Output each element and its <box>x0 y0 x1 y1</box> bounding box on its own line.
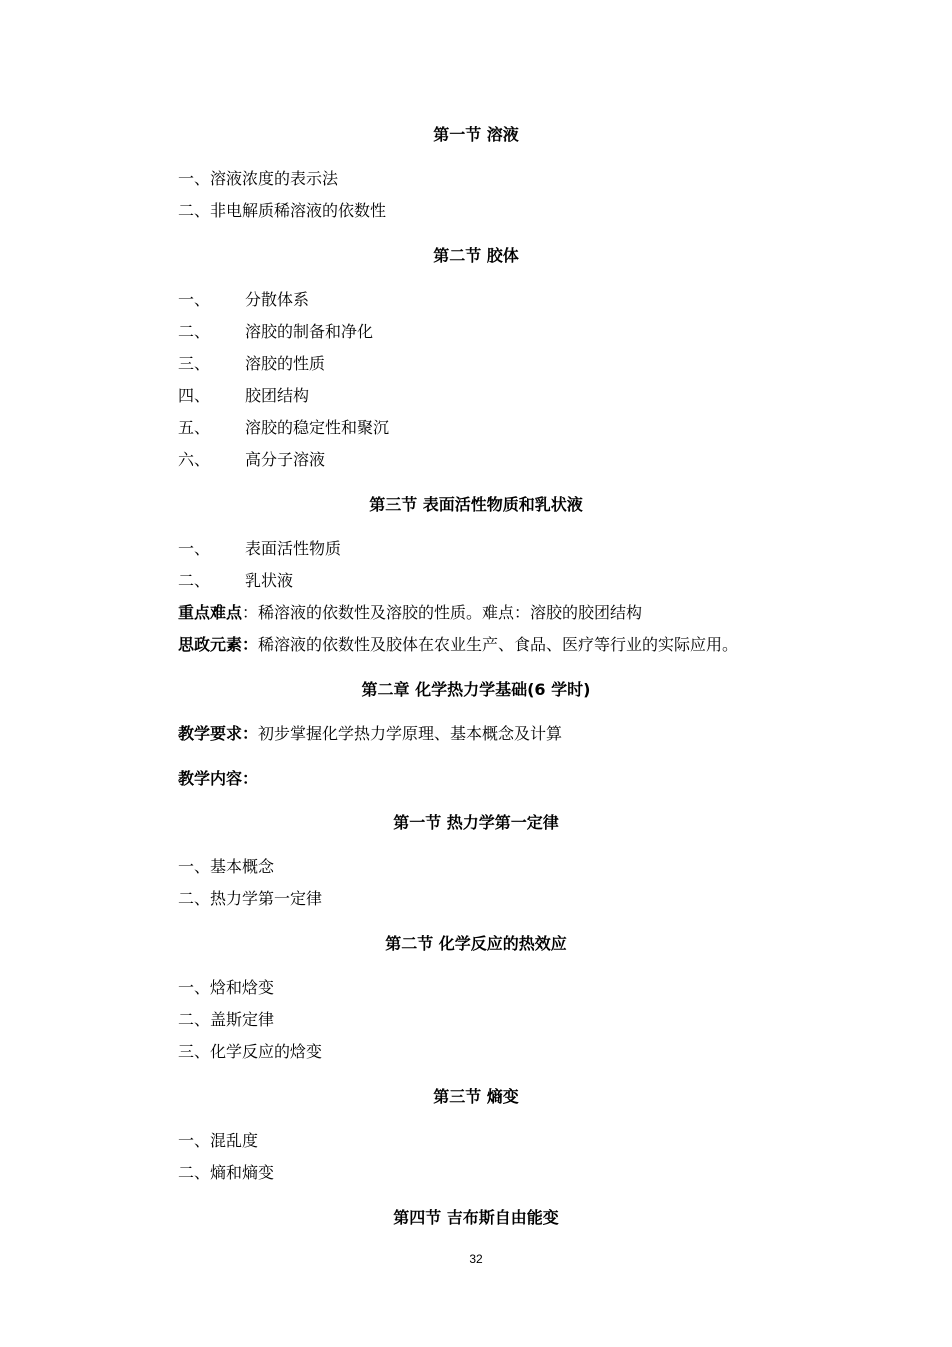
teaching-content-paragraph <box>178 769 258 789</box>
list-item: 一、混乱度 <box>178 1131 259 1150</box>
list-number: 五、 <box>178 418 211 437</box>
list-item <box>178 354 325 374</box>
key-points-text: ：稀溶液的依数性及溶胶的性质。难点：溶胶的胶团结构 <box>242 603 643 622</box>
section-heading: 第三节 熵变 <box>433 1087 519 1106</box>
list-item: 一、基本概念 <box>178 857 275 876</box>
list-item: 二、热力学第一定律 <box>178 889 323 908</box>
list-item: 二、非电解质稀溶液的依数性 <box>178 201 387 220</box>
list-item <box>178 386 309 406</box>
list-item <box>178 290 309 310</box>
list-number: 四、 <box>178 386 211 405</box>
list-item: 三、化学反应的焓变 <box>178 1042 323 1061</box>
list-item: 一、焓和焓变 <box>178 978 275 997</box>
list-number: 一、 <box>178 290 211 309</box>
teaching-content-label: 教学内容： <box>178 769 259 788</box>
list-text: 溶胶的稳定性和聚沉 <box>245 418 390 437</box>
list-item: 一、溶液浓度的表示法 <box>178 169 339 188</box>
list-number: 六、 <box>178 450 211 469</box>
section-heading: 第一节 热力学第一定律 <box>393 813 559 832</box>
list-item <box>178 322 373 342</box>
list-number: 二、 <box>178 322 211 341</box>
list-text: 分散体系 <box>245 290 310 309</box>
list-number: 三、 <box>178 354 211 373</box>
page-number: 32 <box>469 1252 483 1266</box>
ideology-label: 思政元素： <box>178 635 259 654</box>
list-item <box>178 450 325 470</box>
list-text: 溶胶的制备和净化 <box>245 322 374 341</box>
key-points-paragraph <box>178 603 642 623</box>
list-number: 一、 <box>178 539 211 558</box>
list-text: 高分子溶液 <box>245 450 326 469</box>
list-text: 乳状液 <box>245 571 294 590</box>
list-text: 溶胶的性质 <box>245 354 326 373</box>
list-text: 胶团结构 <box>245 386 310 405</box>
ideology-paragraph <box>178 635 738 655</box>
section-heading: 第三节 表面活性物质和乳状液 <box>369 495 583 514</box>
list-item <box>178 539 341 559</box>
list-item <box>178 571 293 591</box>
teaching-requirement-paragraph <box>178 724 562 744</box>
teaching-requirement-label: 教学要求： <box>178 724 259 743</box>
list-item: 二、盖斯定律 <box>178 1010 275 1029</box>
list-number: 二、 <box>178 571 211 590</box>
section-heading: 第二节 胶体 <box>433 246 519 265</box>
ideology-text: 稀溶液的依数性及胶体在农业生产、食品、医疗等行业的实际应用。 <box>258 635 739 654</box>
section-heading: 第四节 吉布斯自由能变 <box>393 1208 559 1227</box>
key-points-label: 重点难点 <box>178 603 243 622</box>
chapter-heading: 第二章 化学热力学基础(6 学时) <box>361 680 591 699</box>
section-heading: 第一节 溶液 <box>433 125 519 144</box>
list-text: 表面活性物质 <box>245 539 342 558</box>
teaching-requirement-text: 初步掌握化学热力学原理、基本概念及计算 <box>258 724 563 743</box>
list-item: 二、熵和熵变 <box>178 1163 275 1182</box>
section-heading: 第二节 化学反应的热效应 <box>385 934 567 953</box>
list-item <box>178 418 389 438</box>
